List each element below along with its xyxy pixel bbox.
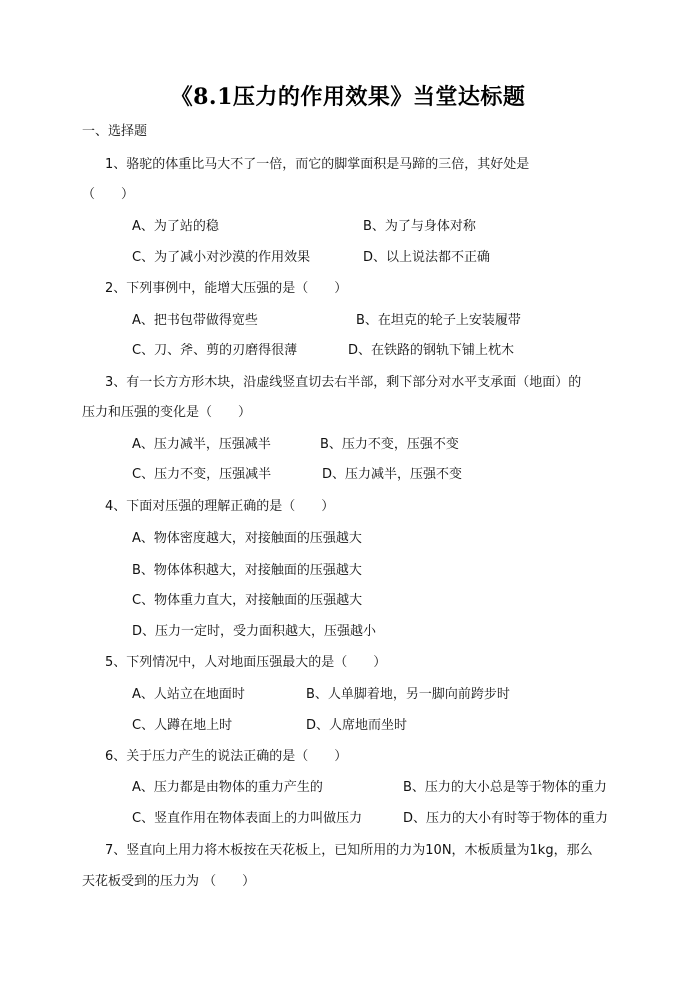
question-1-option-a: A、为了站的稳: [132, 219, 219, 234]
question-3-stem-cont: 压力和压强的变化是（ ）: [82, 405, 252, 420]
page-title: 《8.1压力的作用效果》当堂达标题: [170, 84, 526, 110]
question-3-option-a: A、压力减半，压强减半: [132, 437, 271, 452]
question-6-option-d: D、压力的大小有时等于物体的重力: [403, 811, 609, 826]
question-1-stem-cont: （ ）: [82, 187, 135, 202]
question-2-option-c: C、刀、斧、剪的刃磨得很薄: [132, 343, 298, 358]
question-5-option-c: C、人蹲在地上时: [132, 718, 233, 733]
question-7-stem-cont: 天花板受到的压力为 （ ）: [82, 874, 256, 889]
question-4-option-d: D、压力一定时，受力面积越大，压强越小: [132, 624, 377, 639]
question-1-stem: 1、骆驼的体重比马大不了一倍，而它的脚掌面积是马蹄的三倍，其好处是: [105, 157, 530, 172]
question-3-stem: 3、有一长方方形木块，沿虚线竖直切去右半部，剩下部分对水平支承面（地面）的: [105, 375, 582, 390]
question-5-option-d: D、人席地而坐时: [306, 718, 408, 733]
question-3-option-d: D、压力减半，压强不变: [322, 467, 463, 482]
question-5-option-b: B、人单脚着地，另一脚向前跨步时: [306, 687, 510, 702]
question-3-option-c: C、压力不变，压强减半: [132, 467, 272, 482]
question-1-option-d: D、以上说法都不正确: [363, 250, 491, 265]
question-6-stem: 6、关于压力产生的说法正确的是（ ）: [105, 749, 348, 764]
question-4-option-c: C、物体重力直大，对接触面的压强越大: [132, 593, 363, 608]
question-6-option-b: B、压力的大小总是等于物体的重力: [403, 780, 607, 795]
question-5-stem: 5、下列情况中，人对地面压强最大的是（ ）: [105, 655, 387, 670]
question-2-option-a: A、把书包带做得宽些: [132, 313, 258, 328]
question-3-option-b: B、压力不变，压强不变: [320, 437, 459, 452]
section-heading: 一、选择题: [82, 124, 148, 139]
question-4-option-b: B、物体体积越大，对接触面的压强越大: [132, 563, 362, 578]
question-5-option-a: A、人站立在地面时: [132, 687, 245, 702]
question-2-option-b: B、在坦克的轮子上安装履带: [356, 313, 521, 328]
question-4-option-a: A、物体密度越大，对接触面的压强越大: [132, 531, 362, 546]
question-7-stem: 7、竖直向上用力将木板按在天花板上，已知所用的力为10N，木板质量为1kg，那么: [105, 843, 593, 858]
question-1-option-b: B、为了与身体对称: [363, 219, 476, 234]
question-2-stem: 2、下列事例中，能增大压强的是（ ）: [105, 281, 348, 296]
question-6-option-c: C、竖直作用在物体表面上的力叫做压力: [132, 811, 363, 826]
question-2-option-d: D、在铁路的钢轨下铺上枕木: [348, 343, 515, 358]
question-4-stem: 4、下面对压强的理解正确的是（ ）: [105, 499, 335, 514]
question-1-option-c: C、为了减小对沙漠的作用效果: [132, 250, 311, 265]
question-6-option-a: A、压力都是由物体的重力产生的: [132, 780, 323, 795]
